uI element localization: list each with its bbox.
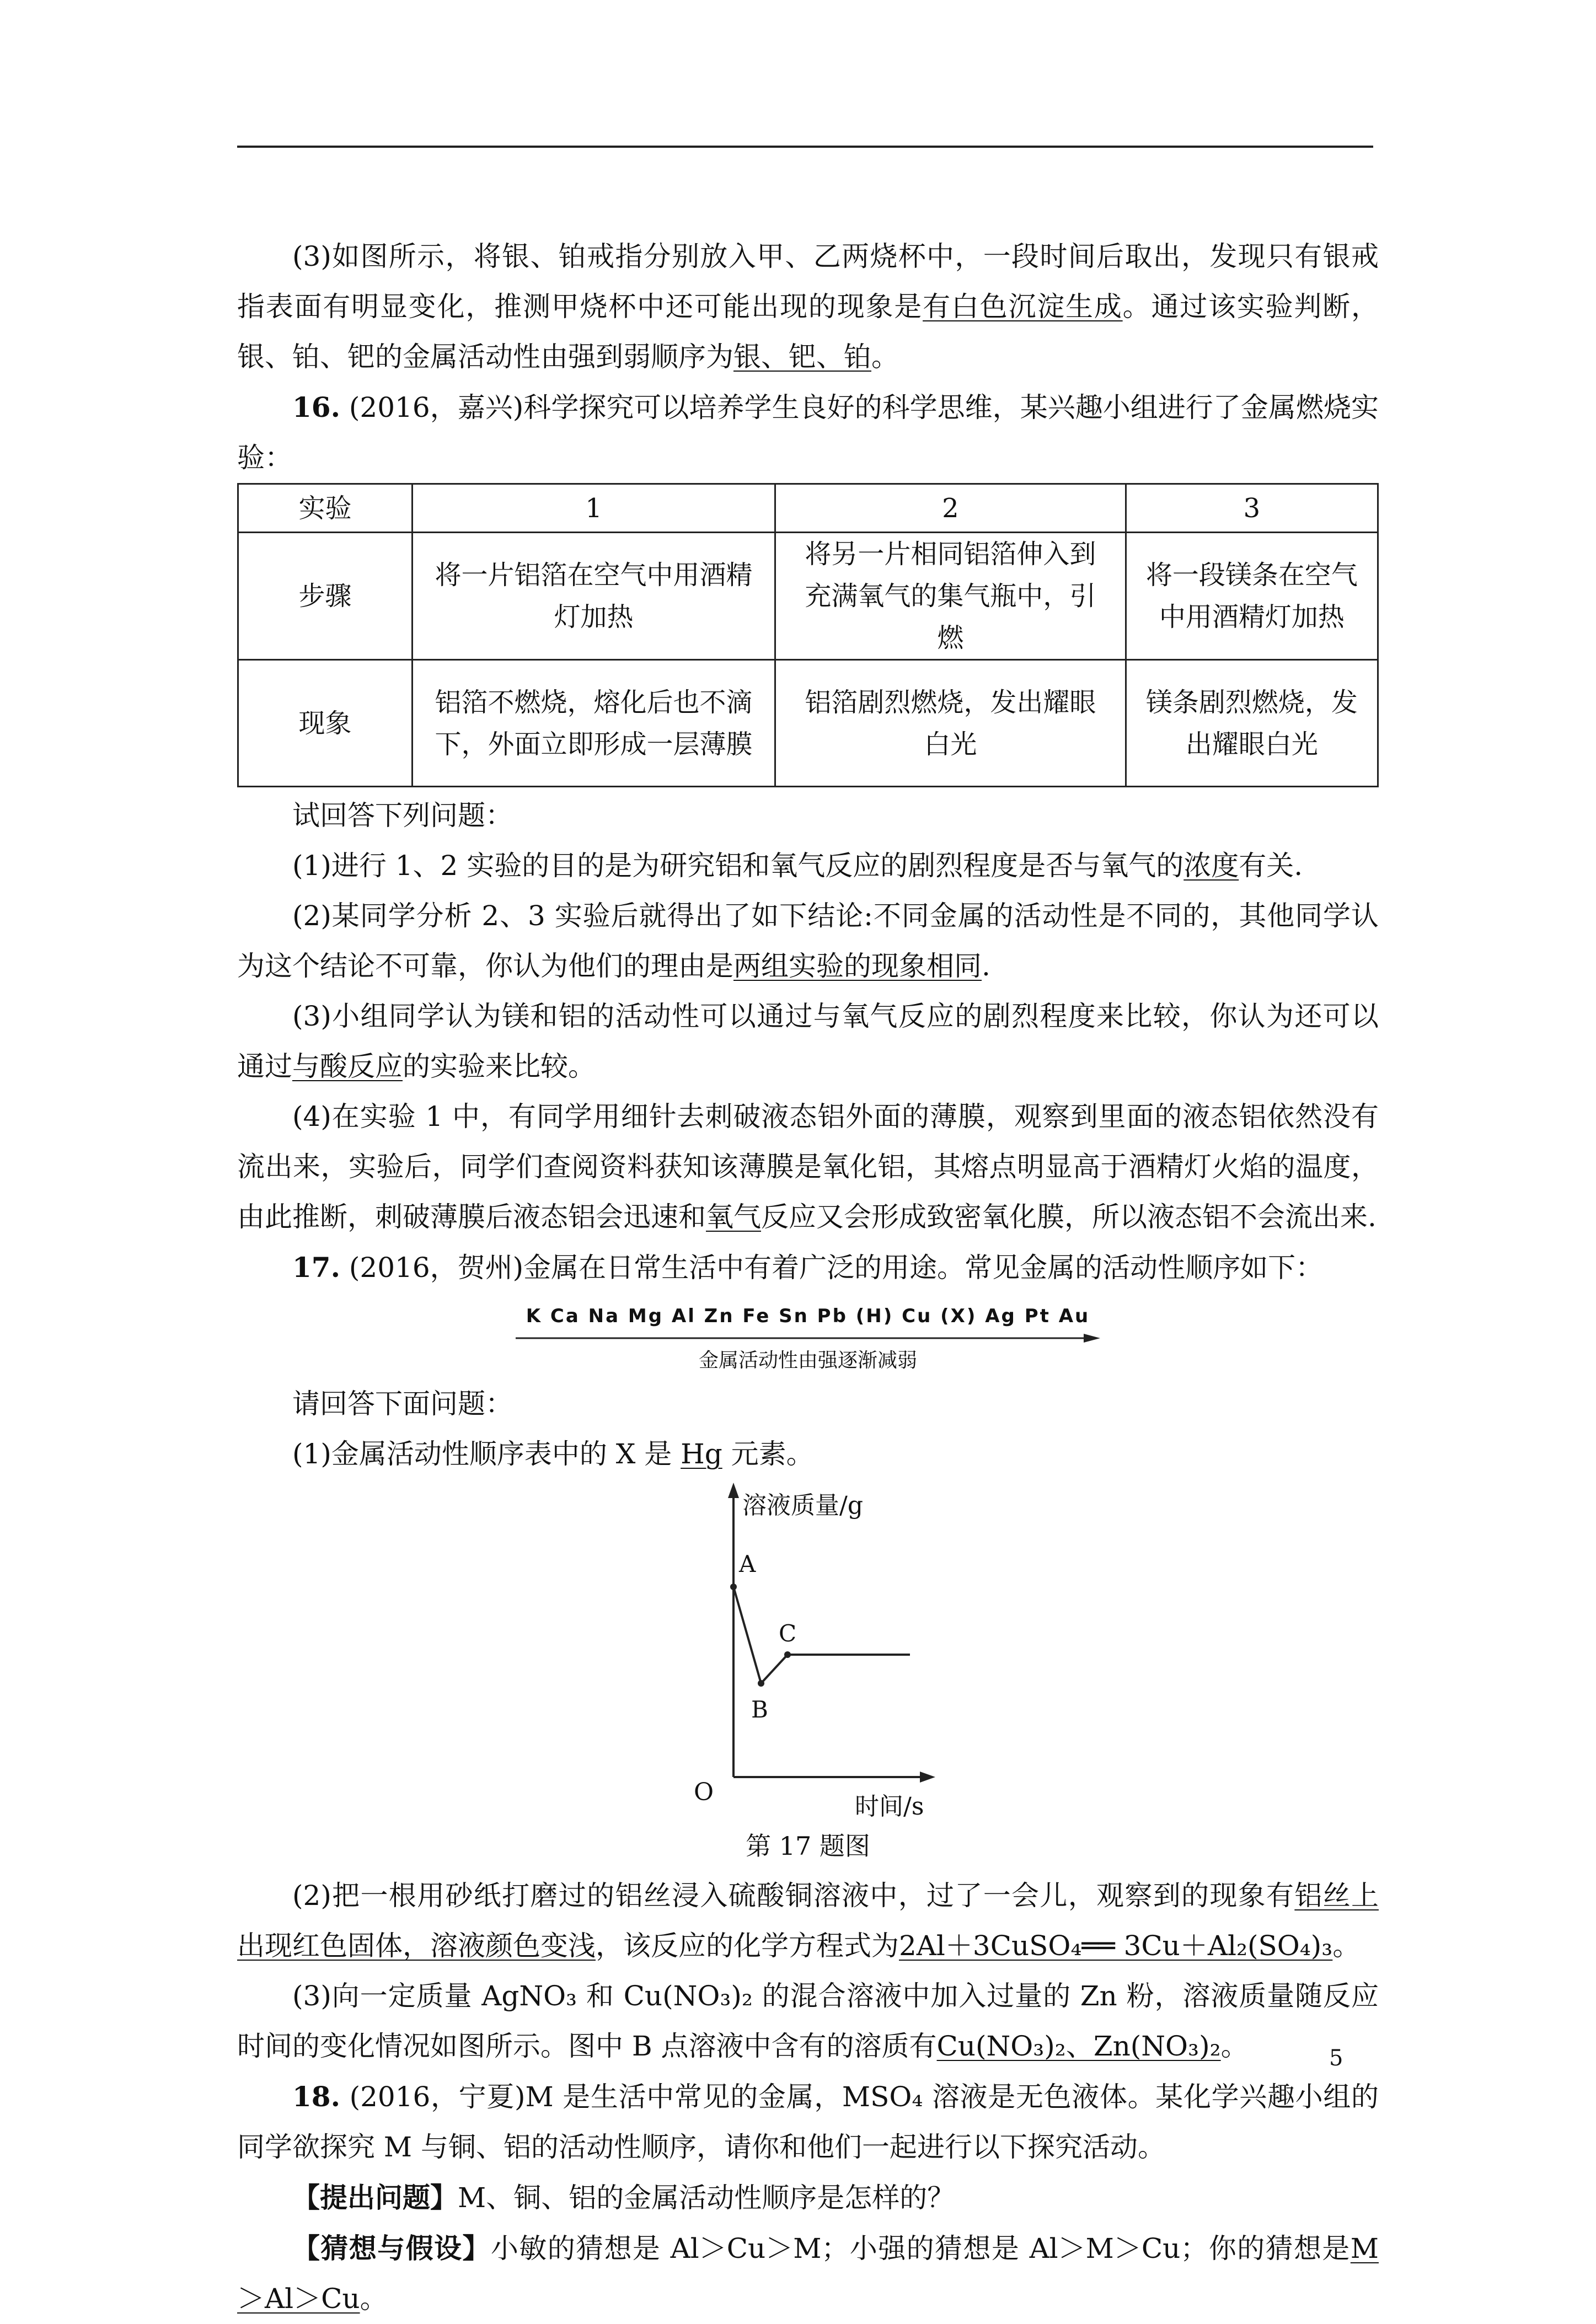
answer-blank: 氧气: [706, 1201, 761, 1233]
q17-prompt: 请回答下面问题：: [292, 1388, 513, 1420]
point-c-label: C: [779, 1620, 797, 1647]
figure-caption: 第 17 题图: [746, 1831, 870, 1861]
table-cell: 将一片铝箔在空气中用酒精灯加热: [413, 533, 775, 660]
q16-prompt: 试回答下列问题：: [292, 799, 513, 831]
table-header-cell: 2: [775, 484, 1126, 533]
point-c-marker: [784, 1651, 791, 1658]
point-b-label: B: [751, 1696, 768, 1723]
mass-curve: [733, 1587, 910, 1683]
x-axis-arrow-icon: [920, 1772, 935, 1783]
point-b-marker: [758, 1680, 764, 1687]
answer-blank: 铝丝上出现红色固体，溶液颜色变浅: [237, 1880, 1379, 1962]
q16-part4: (4)在实验 1 中，有同学用细针去刺破液态铝外面的薄膜，观察到里面的液态铝依然没有流出来，实验后，同学们查阅资料获知该薄膜是氧化铝，其熔点明显高于酒精灯火焰的温度，由此推断，刺破薄膜后液态铝会迅速和氧气反应又会形成致密氧化膜，所以液态铝不会流出来.: [237, 1101, 1379, 1233]
activity-series: [516, 1305, 1100, 1371]
q17-part3: (3)向一定质量 AgNO₃ 和 Cu(NO₃)₂ 的混合溶液中加入过量的 Zn 粉，溶液质量随反应时间的变化情况如图所示。图中 B 点溶液中含有的溶质有Cu(NO₃)₂、Zn(NO₃)₂。: [237, 1980, 1379, 2062]
point-a-label: A: [739, 1550, 756, 1577]
chart-svg: [689, 1479, 943, 1821]
y-axis-arrow-icon: [728, 1483, 739, 1498]
activity-series-metals: K Ca Na Mg Al Zn Fe Sn Pb (H) Cu (X) Ag Pt Au: [526, 1305, 1090, 1327]
question-number: 17.: [292, 1251, 340, 1284]
answer-blank: 与酸反应: [292, 1050, 403, 1082]
answer-blank: Hg: [681, 1438, 722, 1470]
answer-blank: M＞Al＞Cu: [237, 2232, 1379, 2315]
origin-label: O: [694, 1778, 714, 1806]
answer-blank: 浓度: [1183, 850, 1239, 882]
q18-ask: 【提出问题】M、铜、铝的金属活动性顺序是怎样的？: [292, 2181, 955, 2214]
q17-intro: 17. (2016，贺州)金属在日常生活中有着广泛的用途。常见金属的活动性顺序如下：: [292, 1251, 1324, 1284]
table-header-cell: 3: [1126, 484, 1378, 533]
answer-blank: 2Al＋3CuSO₄══ 3Cu＋Al₂(SO₄)₃: [899, 1930, 1333, 1962]
answer-blank: 有白色沉淀生成: [923, 291, 1123, 323]
right-arrow-icon: [516, 1333, 1100, 1344]
q16-part1: (1)进行 1、2 实验的目的是为研究铝和氧气反应的剧烈程度是否与氧气的浓度有关.: [292, 850, 1303, 882]
table-cell: 铝箔剧烈燃烧，发出耀眼白光: [775, 660, 1126, 787]
y-axis-label: 溶液质量/g: [742, 1491, 863, 1520]
answer-blank: Cu(NO₃)₂、Zn(NO₃)₂: [936, 2030, 1221, 2062]
q17-part1: (1)金属活动性顺序表中的 X 是 Hg 元素。: [292, 1438, 814, 1470]
q16-part2: (2)某同学分析 2、3 实验后就得出了如下结论:不同金属的活动性是不同的，其他同学认为这个结论不可靠，你认为他们的理由是两组实验的现象相同.: [237, 900, 1379, 982]
q17-part2: (2)把一根用砂纸打磨过的铝丝浸入硫酸铜溶液中，过了一会儿，观察到的现象有铝丝上出现红色固体，溶液颜色变浅，该反应的化学方程式为2Al＋3CuSO₄══ 3Cu＋Al₂(SO₄)₃。: [237, 1880, 1379, 1962]
table-header-cell: 实验: [238, 484, 413, 533]
q18-intro: 18. (2016，宁夏)M 是生活中常见的金属，MSO₄ 溶液是无色液体。某化学兴趣小组的同学欲探究 M 与铜、铝的活动性顺序，请你和他们一起进行以下探究活动。: [237, 2080, 1379, 2163]
activity-series-caption: 金属活动性由强逐渐减弱: [698, 1349, 917, 1372]
question-number: 16.: [292, 391, 340, 423]
header-rule: [237, 146, 1373, 148]
table-header-cell: 1: [413, 484, 775, 533]
q18-guess: 【猜想与假设】小敏的猜想是 Al＞Cu＞M；小强的猜想是 Al＞M＞Cu；你的猜想是M＞Al＞Cu。: [237, 2232, 1379, 2315]
mass-time-chart: [237, 1479, 1379, 1821]
answer-blank: 银、钯、铂: [733, 341, 871, 373]
question-number: 18.: [292, 2080, 340, 2113]
page-number: 5: [1329, 2046, 1343, 2071]
table-cell: 镁条剧烈燃烧，发出耀眼白光: [1126, 660, 1378, 787]
q15-part3: (3)如图所示，将银、铂戒指分别放入甲、乙两烧杯中，一段时间后取出，发现只有银戒指表面有明显变化，推测甲烧杯中还可能出现的现象是有白色沉淀生成。通过该实验判断，银、铂、钯的金属活动性由强到弱顺序为银、钯、铂。: [237, 240, 1379, 373]
table-cell: 铝箔不燃烧，熔化后也不滴下，外面立即形成一层薄膜: [413, 660, 775, 787]
q16-intro: 16. (2016，嘉兴)科学探究可以培养学生良好的科学思维，某兴趣小组进行了金属燃烧实验：: [237, 391, 1379, 474]
point-a-marker: [730, 1584, 737, 1590]
row-label-steps: 步骤: [238, 533, 413, 660]
table-cell: 将一段镁条在空气中用酒精灯加热: [1126, 533, 1378, 660]
row-label-phenomena: 现象: [238, 660, 413, 787]
experiment-table: [237, 483, 1379, 787]
page-content: [237, 232, 1379, 2324]
table-cell: 将另一片相同铝箔伸入到充满氧气的集气瓶中，引燃: [775, 533, 1126, 660]
q16-part3: (3)小组同学认为镁和铝的活动性可以通过与氧气反应的剧烈程度来比较，你认为还可以通过与酸反应的实验来比较。: [237, 1000, 1379, 1082]
answer-blank: 两组实验的现象相同: [733, 950, 982, 982]
x-axis-label: 时间/s: [855, 1792, 924, 1821]
